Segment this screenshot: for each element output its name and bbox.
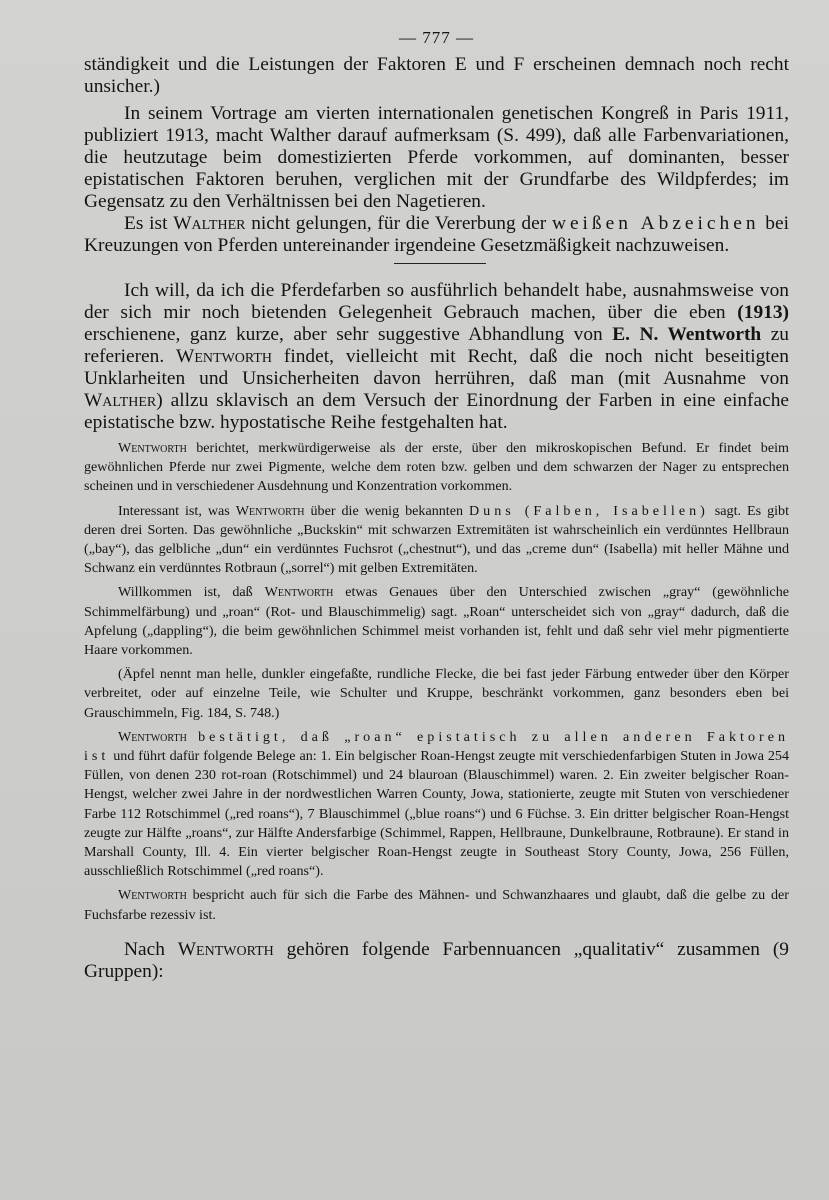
note-roan-epistatic: Wentworth bestätigt, daß „roan“ epistatisch zu allen anderen Faktoren ist und führt dafür folgende Belege an: 1. Ein belgischer Roan-Hengst zeugte mit verschiedenfarbigen Stuten in Jowa 254 Füllen, von denen 230 rot-roan (Rotschimmel) und 24 blauroan (Blauschimmel) waren. 2. Ein zweiter belgischer Roan-Hengst, welcher zwei Jahre in der nordwestlichen Warren County, Jowa, stationierte, zeugte mit Stuten von verschiedener Farbe 112 Rotschimmel („red roans“), 7 Blauschimmel („blue roans“) und 6 Füchse. 3. Ein dritter belgischer Roan-Hengst zeugte zur Hälfte „roans“, zur Hälfte Andersfarbige (Schimmel, Rappen, Hellbraune, Dunkelbraune, Rotbraune). Er stand in Marshall County, Ill. 4. Ein vierter belgischer Roan-Hengst zeugte in Southeast Story County, Jowa, 256 Füllen, ausschließlich Rotschimmel („red roans“).	[84, 728, 789, 880]
section-divider	[394, 263, 486, 264]
note-gray-roan: Willkommen ist, daß Wentworth etwas Genaues über den Unterschied zwischen „gray“ (gewöhnliche Schimmelfärbung) und „roan“ (Rot- und Blauschimmelig) sagt. „Roan“ unterscheidet sich von „gray“ dadurch, daß die Apfelung („dappling“), die beim gewöhnlichen Schimmel meist vorhanden ist, fehlt und daß sehr viel mehr pigmentierte Haare vorkommen.	[84, 584, 789, 659]
paragraph-wentworth-intro: Ich will, da ich die Pferdefarben so ausführlich behandelt habe, ausnahmsweise von der sich mir noch bietenden Gelegenheit Gebrauch machen, über die eben (1913) erschienene, ganz kurze, aber sehr suggestive Abhandlung von E. N. Wentworth zu referieren. Wentworth findet, vielleicht mit Recht, daß die noch nicht beseitigten Unklarheiten und Unsicherheiten davon herrühren, daß man (mit Ausnahme von Walther) allzu sklavisch an dem Versuch der Einordnung der Farben in eine einfache epistatische bzw. hypostatische Reihe festgehalten hat.	[84, 280, 789, 433]
paragraph-walther-congress: In seinem Vortrage am vierten internationalen genetischen Kongreß in Paris 1911, publiziert 1913, macht Walther darauf aufmerksam (S. 499), daß alle Farbenvariationen, die heutzutage beim domestizierten Pferde vorkommen, auf dominanten, besser epistatischen Faktoren beruhen, verglichen mit der Grundfarbe des Wildpferdes; im Gegensatz zu den Verhältnissen bei den Nagetieren.	[84, 103, 789, 212]
paragraph-color-groups: Nach Wentworth gehören folgende Farbennuancen „qualitativ“ zusammen (9 Gruppen):	[84, 938, 789, 982]
note-duns: Interessant ist, was Wentworth über die wenig bekannten Duns (Falben, Isabellen) sagt. Es gibt deren drei Sorten. Das gewöhnliche „Buckskin“ mit schwarzen Extremitäten ist wahrscheinlich ein verdünntes Hellbraun („bay“), das gelbliche „dun“ ein verdünntes Fuchsrot („chestnut“), und das „creme dun“ (Isabella) mit heller Mähne und Schwanz ein verdünntes Rotbraun („sorrel“) mit gelben Extremitäten.	[84, 502, 789, 577]
paragraph-white-markings: Es ist Walther nicht gelungen, für die Vererbung der weißen Abzeichen bei Kreuzungen von Pferden untereinander irgendeine Gesetzmäßigkeit nachzuweisen.	[84, 213, 789, 256]
paragraph-continuation: ständigkeit und die Leistungen der Faktoren E und F erscheinen demnach noch recht unsicher.)	[84, 54, 789, 97]
page-number: — 777 —	[399, 28, 474, 47]
note-pigments: Wentworth berichtet, merkwürdigerweise als der erste, über den mikroskopischen Befund. Er findet beim gewöhnlichen Pferde nur zwei Pigmente, welche dem roten bzw. gelben und dem schwarzen der Nager zu entsprechen scheinen und in verschiedener Ausdehnung und Konzentration vorkommen.	[84, 440, 789, 495]
note-dappling: (Äpfel nennt man helle, dunkler eingefaßte, rundliche Flecke, die bei fast jeder Färbung entweder über den Körper verbreitet, oder auf einzelne Teile, wie Schulter und Kruppe, beschränkt vorkommen, ganz besonders eben bei Grauschimmeln, Fig. 184, S. 748.)	[84, 666, 789, 721]
note-mane-tail: Wentworth bespricht auch für sich die Farbe des Mähnen- und Schwanzhaares und glaubt, daß die gelbe zu der Fuchsfarbe rezessiv ist.	[84, 887, 789, 923]
